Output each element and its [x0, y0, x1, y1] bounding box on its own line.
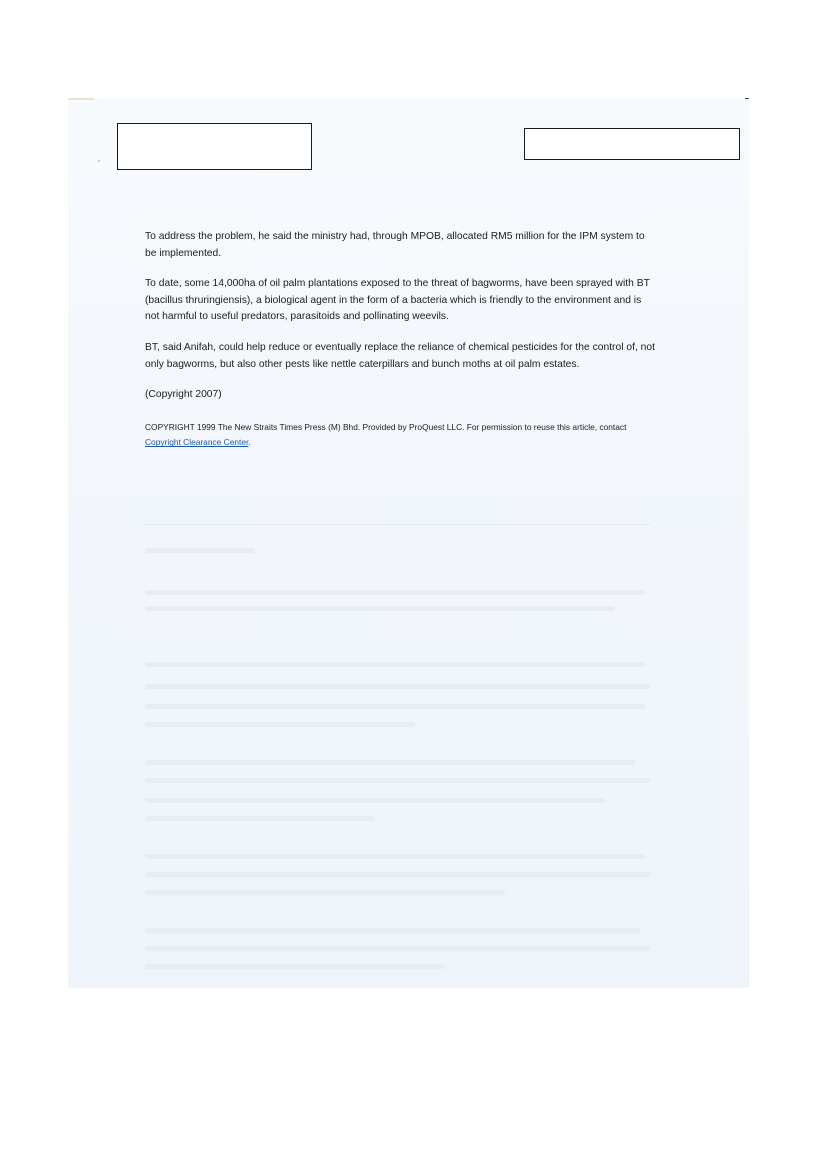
- show-through-line: [145, 662, 645, 667]
- copyright-notice-text: COPYRIGHT 1999 The New Straits Times Press (M) Bhd. Provided by ProQuest LLC. For permission to reuse this article, contact: [145, 421, 627, 432]
- show-through-line: [145, 890, 505, 895]
- copyright-notice-end: .: [248, 437, 251, 448]
- copyright-year: (Copyright 2007): [145, 389, 222, 401]
- copyright-clearance-link[interactable]: Copyright Clearance Center: [145, 437, 249, 448]
- show-through-line: [145, 778, 650, 783]
- redaction-box-right: [524, 128, 740, 160]
- show-through-line: [145, 606, 615, 611]
- show-through-line: [145, 928, 640, 933]
- show-through-line: [145, 684, 650, 689]
- paragraph-bt-pesticides: BT, said Anifah, could help reduce or eventually replace the reliance of chemical pesticides for the control of, not only bagworms, but also other pests like nettle caterpillars and bunch moths at oil palm estates.: [145, 341, 655, 370]
- article-body: [145, 229, 655, 451]
- show-through-line: [145, 548, 255, 553]
- show-through-line: [145, 798, 605, 803]
- paragraph-bt-spraying: To date, some 14,000ha of oil palm plantations exposed to the threat of bagworms, have been sprayed with BT (bacillus thruringiensis), a biological agent in the form of a bacteria which is friendly to the environment and is not harmful to useful predators, parasitoids and pollinating weevils.: [145, 278, 650, 323]
- scan-tick-mark: [745, 98, 749, 99]
- show-through-line: [145, 816, 375, 821]
- show-through-line: [145, 722, 415, 727]
- scan-speck: [98, 160, 100, 162]
- show-through-line: [145, 872, 650, 877]
- show-through-line: [145, 964, 445, 969]
- divider: [145, 524, 650, 525]
- show-through-line: [145, 946, 650, 951]
- copyright-notice: [145, 420, 655, 451]
- paragraph-ipm-funding: To address the problem, he said the ministry had, through MPOB, allocated RM5 million for the IPM system to be implemented.: [145, 231, 645, 259]
- scan-edge-mark: [68, 98, 94, 100]
- show-through-line: [145, 704, 645, 709]
- show-through-line: [145, 854, 645, 859]
- redaction-box-left: [117, 123, 312, 170]
- show-through-line: [145, 590, 645, 595]
- show-through-line: [145, 760, 635, 765]
